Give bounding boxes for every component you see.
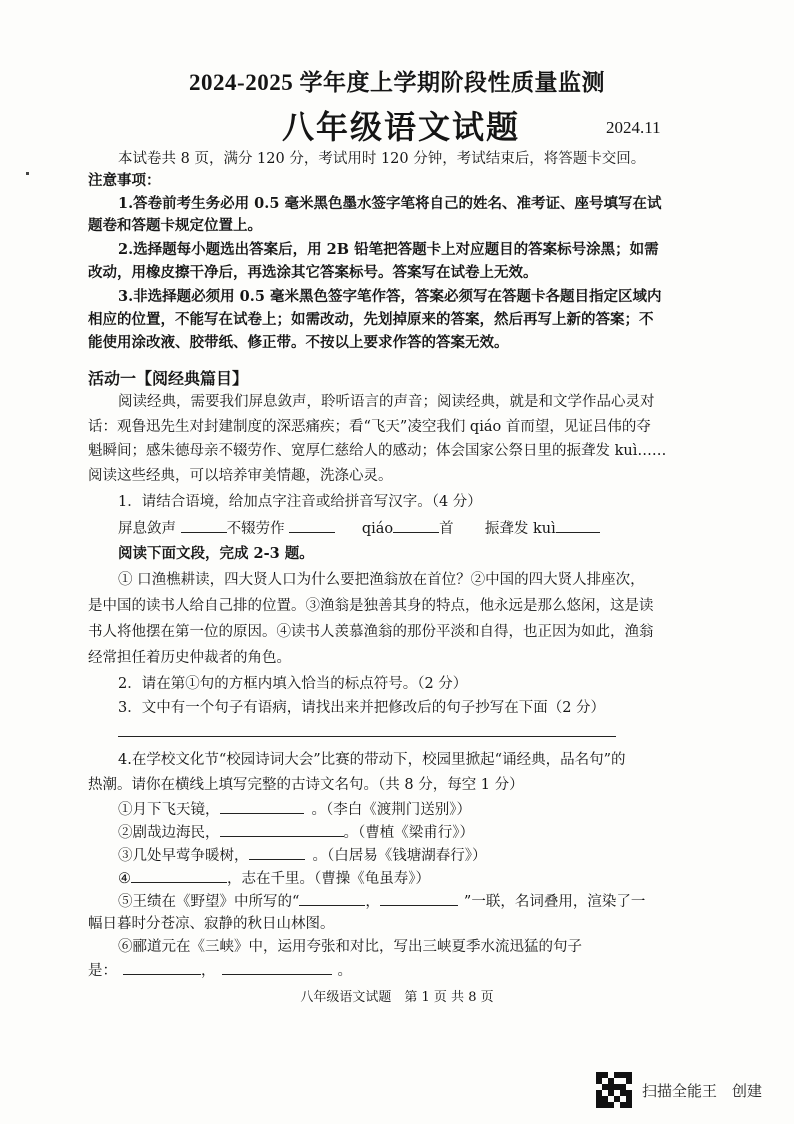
note-3-line-1: 3.非选择题必须用 0.5 毫米黑色签字笔作答，答案必须写在答题卡各题目指定区域内	[118, 288, 662, 305]
q1-answer-blank-3[interactable]	[393, 518, 439, 533]
question-4-line-2: 热潮。请你在横线上填写完整的古诗文名句。（共 8 分，每空 1 分）	[88, 777, 524, 793]
q4-item-2-source: 。（曹植《梁甫行》）	[343, 825, 474, 841]
q1-answer-blank-1[interactable]	[181, 518, 227, 533]
q4-item-1-text: ①月下飞天镜，	[118, 802, 220, 818]
q4-item-1-source: 。（李白《渡荆门送别》）	[311, 802, 471, 818]
note-3-line-3: 能使用涂改液、胶带纸、修正带。不按以上要求作答的答案无效。	[88, 334, 509, 351]
q4-item-5-line-2: 幅日暮时分苍凉、寂静的秋日山林图。	[88, 916, 335, 932]
passage-line-2: 是中国的读书人给自己排的位置。③渔翁是独善其身的特点，他永远是那么悠闲，这是读	[88, 598, 654, 614]
q4-item-2	[118, 822, 474, 843]
passage-line-3: 书人将他摆在第一位的原因。④读书人羡慕渔翁的那份平淡和自得，也正因为如此，渔翁	[88, 624, 654, 640]
q4-item-2-text: ②剧哉边海民，	[118, 825, 220, 841]
note-1-line-1: 1.答卷前考生务必用 0.5 毫米黑色墨水签字笔将自己的姓名、准考证、座号填写在试	[118, 195, 662, 212]
q1-word-3: qiáo	[361, 521, 394, 537]
note-1-line-2: 题卷和答题卡规定位置上。	[88, 217, 262, 234]
question-1-items	[118, 518, 600, 539]
q4-blank-6a[interactable]	[123, 960, 201, 975]
passage-line-1: ① 口渔樵耕读，四大贤人口为什么要把渔翁放在首位？②中国的四大贤人排座次，	[118, 572, 645, 588]
question-1-stem: 1．请结合语境，给加点字注音或给拼音写汉字。（4 分）	[118, 494, 482, 510]
q4-blank-3[interactable]	[249, 845, 305, 860]
q4-blank-5b[interactable]	[380, 891, 458, 906]
q4-item-6-line-2	[88, 960, 352, 981]
activity-1-line-2: 话：观鲁迅先生对封建制度的深恶痛疾；看“飞天”凌空我们 qiáo 首而望，见证吕伟的夺	[88, 419, 651, 435]
q1-answer-blank-2[interactable]	[289, 518, 335, 533]
q4-blank-2[interactable]	[220, 822, 344, 837]
q4-item-6-comma: ，	[201, 963, 216, 979]
question-4-line-1: 4.在学校文化节“校园诗词大会”比赛的带动下，校园里掀起“诵经典，品名句”的	[118, 752, 626, 768]
q4-blank-6b[interactable]	[222, 960, 332, 975]
q4-item-5-text: ⑤王绩在《野望》中所写的“	[118, 894, 300, 910]
q4-item-3	[118, 845, 487, 866]
note-2-line-2: 改动，用橡皮擦干净后，再选涂其它答案标号。答案写在试卷上无效。	[88, 264, 538, 281]
q4-blank-4[interactable]	[131, 868, 227, 883]
q4-blank-5a[interactable]	[299, 891, 365, 906]
q4-blank-1[interactable]	[220, 799, 304, 814]
q1-word-4: 振聋发 kuì	[484, 521, 556, 537]
q4-item-4	[118, 868, 430, 889]
q4-item-3-text: ③几处早莺争暖树，	[118, 848, 249, 864]
qr-code-icon	[596, 1072, 632, 1108]
activity-1-line-1: 阅读经典，需要我们屏息敛声，聆听语言的声音；阅读经典，就是和文学作品心灵对	[118, 394, 655, 410]
scan-speck	[26, 172, 29, 175]
q1-word-3b: 首	[439, 521, 454, 537]
q4-item-6-label: 是：	[88, 963, 117, 979]
scanner-label: 扫描全能王 创建	[642, 1081, 763, 1100]
page-footer: 八年级语文试题 第 1 页 共 8 页	[300, 990, 494, 1005]
activity-1-title: 活动一【阅经典篇目】	[88, 369, 249, 388]
exam-date: 2024.11	[606, 118, 661, 137]
q4-item-5	[118, 891, 645, 912]
notes-title: 注意事项：	[88, 172, 161, 189]
q4-item-6: ⑥郦道元在《三峡》中，运用夸张和对比，写出三峡夏季水流迅猛的句子	[118, 939, 582, 955]
question-2: 2．请在第①句的方框内填入恰当的标点符号。（2 分）	[118, 676, 468, 692]
q4-item-5-tail: ”一联，名词叠用，渲染了一	[463, 894, 646, 910]
activity-1-line-3: 魁瞬间；感朱德母亲不辍劳作、宽厚仁慈给人的感动；体会国家公祭日里的振聋发 kuì……	[88, 443, 667, 459]
q4-item-3-source: 。（白居易《钱塘湖春行》）	[312, 848, 487, 864]
q4-item-6-period: 。	[337, 963, 352, 979]
q4-item-5-comma: ，	[365, 894, 380, 910]
q1-word-2: 不辍劳作	[226, 521, 285, 537]
q1-answer-blank-4[interactable]	[556, 518, 600, 533]
activity-1-line-4: 阅读这些经典，可以培养审美情趣，洗涤心灵。	[88, 468, 393, 484]
q4-item-4-marker: ④	[118, 871, 131, 887]
note-3-line-2: 相应的位置，不能写在试卷上；如需改动，先划掉原来的答案，然后再写上新的答案；不	[88, 311, 654, 328]
passage-instruction: 阅读下面文段，完成 2-3 题。	[118, 545, 314, 562]
scanner-watermark	[596, 1072, 762, 1108]
passage-line-4: 经常担任着历史仲裁者的角色。	[88, 650, 291, 666]
subject-title: 八年级语文试题	[282, 108, 521, 146]
q4-item-1	[118, 799, 471, 820]
q3-answer-line[interactable]	[118, 736, 616, 737]
q4-item-4-text: ，志在千里。（曹操《龟虽寿》）	[227, 871, 430, 887]
intro-text: 本试卷共 8 页，满分 120 分，考试用时 120 分钟，考试结束后，将答题卡交回。	[118, 151, 646, 167]
question-3: 3．文中有一个句子有语病，请找出来并把修改后的句子抄写在下面（2 分）	[118, 700, 606, 716]
note-2-line-1: 2.选择题每小题选出答案后，用 2B 铅笔把答题卡上对应题目的答案标号涂黑；如需	[118, 241, 659, 258]
q1-word-1: 屏息敛声	[118, 521, 176, 537]
exam-title: 2024-2025 学年度上学期阶段性质量监测	[189, 70, 605, 95]
